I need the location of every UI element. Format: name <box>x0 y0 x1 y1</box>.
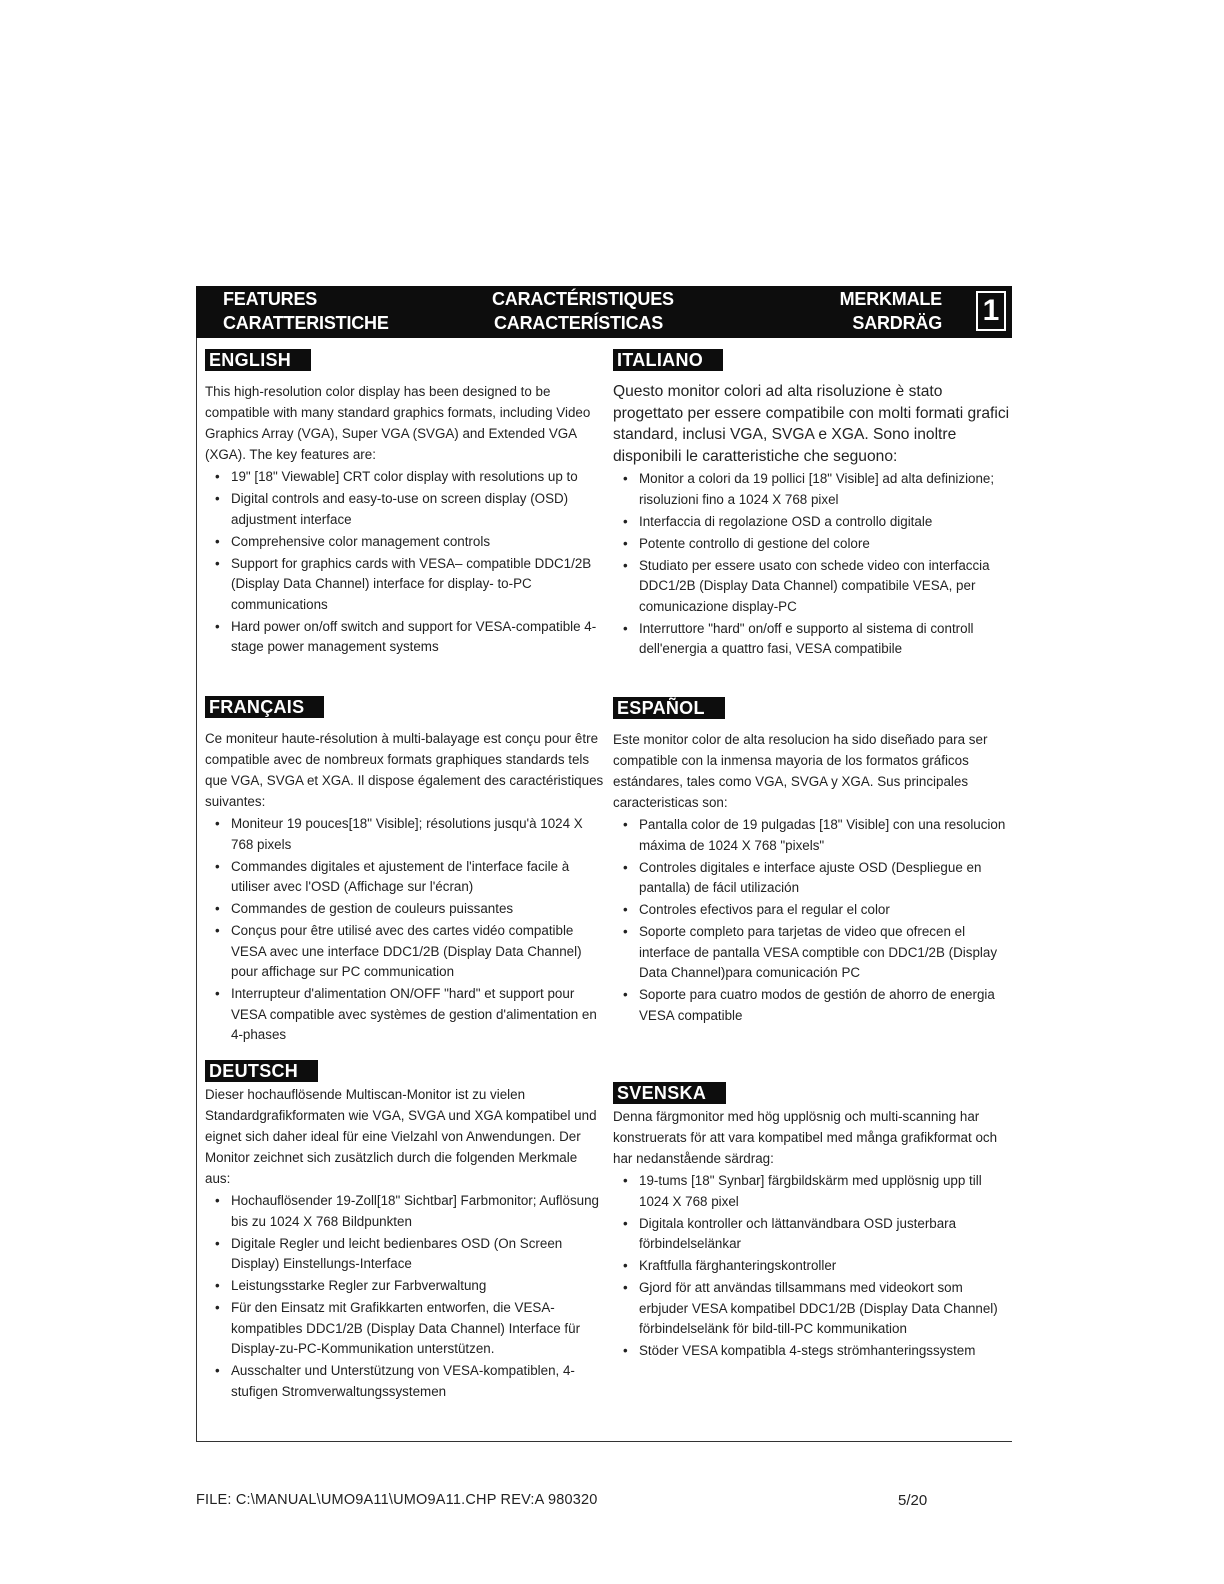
svenska-bullet-3: • Kraftfulla färghanteringskontroller <box>639 1256 1011 1277</box>
francais-intro: Ce moniteur haute-résolution à multi-balayage est conçu pour être compatible avec de nombreux formats graphiques standards tels que VGA, SVGA et XGA. Il dispose également des caractéristiques suivantes: <box>205 731 604 809</box>
header-caracteristiques: CARACTÉRISTIQUES <box>492 289 674 309</box>
francais-bullet-1: • Moniteur 19 pouces[18" Visible]; résolutions jusqu'à 1024 X 768 pixels <box>231 814 605 855</box>
footer-file-path: FILE: C:\MANUAL\UMO9A11\UMO9A11.CHP REV:A 980320 <box>196 1492 598 1508</box>
svenska-bullet-1: • 19-tums [18" Synbar] färgbildskärm med upplösnig upp till 1024 X 768 pixel <box>639 1171 1011 1212</box>
header-merkmale: MERKMALE <box>839 289 942 309</box>
deutsch-bullet-4: • Für den Einsatz mit Grafikkarten entworfen, die VESA-kompatibles DDC1/2B (Display Data Channel) Interface für Display-zu-PC-Kommunikation unterstützen. <box>231 1298 605 1360</box>
italiano-bullet-4: • Studiato per essere usato con schede video con interfaccia DDC1/2B (Display Data Channel) compatibile VESA, per comunicazione display-PC <box>639 556 1011 618</box>
svenska-section <box>613 1082 1011 1363</box>
italiano-bullet-2: • Interfaccia di regolazione OSD a controllo digitale <box>639 512 1011 533</box>
section-number-badge: 1 <box>976 291 1006 331</box>
francais-section <box>205 696 605 1047</box>
italiano-bullet-5: • Interruttore "hard" on/off e supporto al sistema di controll dell'energia a quattro fasi, VESA compatibile <box>639 619 1011 660</box>
deutsch-bullet-1: • Hochauflösender 19-Zoll[18" Sichtbar] Farbmonitor; Auflösung bis zu 1024 X 768 Bildpunkten <box>231 1191 605 1232</box>
italiano-intro: Questo monitor colori ad alta risoluzione è stato progettato per essere compatibile con molti formati grafici standard, inclusi VGA, SVGA e XGA. Sono inoltre disponibili le caratteristiche che seguono: <box>613 383 1010 465</box>
header-features: FEATURES <box>223 289 318 309</box>
english-bullet-2: • Digital controls and easy-to-use on screen display (OSD) adjustment interface <box>231 489 605 530</box>
francais-bullet-5: • Interrupteur d'alimentation ON/OFF "hard" et support pour VESA compatible avec systèmes de gestion d'alimentation en 4-phases <box>231 984 605 1046</box>
espanol-section <box>613 697 1011 1028</box>
deutsch-tag: DEUTSCH <box>205 1060 318 1082</box>
svenska-feature-list <box>613 1171 1011 1362</box>
italiano-feature-list <box>613 469 1011 660</box>
page-number: 5/20 <box>898 1492 928 1509</box>
espanol-bullet-2: • Controles digitales e interface ajuste OSD (Despliegue en pantalla) de fácil utilización <box>639 858 1011 899</box>
espanol-bullet-5: • Soporte para cuatro modos de gestión de ahorro de energia VESA compatible <box>639 985 1011 1026</box>
francais-bullet-4: • Conçus pour être utilisé avec des cartes vidéo compatible VESA avec une interface DDC1/2B (Display Data Channel) pour affichage sur PC communication <box>231 921 605 983</box>
francais-feature-list <box>205 814 605 1046</box>
svenska-tag: SVENSKA <box>613 1082 726 1104</box>
section-header-bar <box>196 286 1012 338</box>
deutsch-section <box>205 1060 605 1404</box>
espanol-bullet-1: • Pantalla color de 19 pulgadas [18" Visible] con una resolucion máxima de 1024 X 768 "pixels" <box>639 815 1011 856</box>
english-feature-list <box>205 467 605 658</box>
english-intro: This high-resolution color display has been designed to be compatible with many standard graphics formats, including Video Graphics Array (VGA), Super VGA (SVGA) and Extended VGA (XGA). The key features are: <box>205 384 591 462</box>
english-section <box>205 349 605 659</box>
espanol-feature-list <box>613 815 1011 1026</box>
header-caracteristicas: CARACTERÍSTICAS <box>494 313 664 333</box>
english-bullet-3: • Comprehensive color management controls <box>231 532 605 553</box>
deutsch-feature-list <box>205 1191 605 1402</box>
italiano-tag: ITALIANO <box>613 349 723 371</box>
english-tag: ENGLISH <box>205 349 311 371</box>
espanol-bullet-4: • Soporte completo para tarjetas de video que ofrecen el interface de pantalla VESA comptible con DDC1/2B (Display Data Channel)para comunicación PC <box>639 922 1011 984</box>
francais-bullet-2: • Commandes digitales et ajustement de l'interface facile à utiliser avec l'OSD (Affichage sur l'écran) <box>231 857 605 898</box>
espanol-bullet-3: • Controles efectivos para el regular el color <box>639 900 1011 921</box>
italiano-bullet-3: • Potente controllo di gestione del colore <box>639 534 1011 555</box>
italiano-section <box>613 349 1011 661</box>
italiano-bullet-1: • Monitor a colori da 19 pollici [18" Visible] ad alta definizione; risoluzioni fino a 1024 X 768 pixel <box>639 469 1011 510</box>
english-bullet-1: • 19" [18" Viewable] CRT color display with resolutions up to <box>231 467 605 488</box>
svenska-intro: Denna färgmonitor med hög upplösnig och multi-scanning har konstruerats för att vara kompatibel med många grafikformat och har nedanstående särdrag: <box>613 1109 998 1166</box>
svenska-bullet-2: • Digitala kontroller och lättanvändbara OSD justerbara förbindelselänkar <box>639 1214 1011 1255</box>
deutsch-bullet-3: • Leistungsstarke Regler zur Farbverwaltung <box>231 1276 605 1297</box>
deutsch-intro: Dieser hochauflösende Multiscan-Monitor ist zu vielen Standardgrafikformaten wie VGA, SVGA und XGA kompatibel und eignet sich daher ideal für eine Vielzahl von Anwendungen. Der Monitor zeichnet sich zusätzlich durch die folgenden Merkmale aus: <box>205 1087 597 1186</box>
header-caratteristiche: CARATTERISTICHE <box>223 313 389 333</box>
francais-bullet-3: • Commandes de gestion de couleurs puissantes <box>231 899 605 920</box>
espanol-intro: Este monitor color de alta resolucion ha sido diseñado para ser compatible con la inmensa mayoria de los formatos gráficos estándares, tales como VGA, SVGA y XGA. Sus principales caracteristicas son: <box>613 732 988 810</box>
svenska-bullet-5: • Stöder VESA kompatibla 4-stegs strömhanteringssystem <box>639 1341 1011 1362</box>
deutsch-bullet-5: • Ausschalter und Unterstützung von VESA-kompatiblen, 4-stufigen Stromverwaltungssystemen <box>231 1361 605 1402</box>
deutsch-bullet-2: • Digitale Regler und leicht bedienbares OSD (On Screen Display) Einstellungs-Interface <box>231 1234 605 1275</box>
francais-tag: FRANÇAIS <box>205 696 324 718</box>
svenska-bullet-4: • Gjord för att användas tillsammans med videokort som erbjuder VESA kompatibel DDC1/2B (Display Data Channel) förbindelselänk för bild-till-PC kommunikation <box>639 1278 1011 1340</box>
english-bullet-4: • Support for graphics cards with VESA– compatible DDC1/2B (Display Data Channel) interface for display- to-PC communications <box>231 554 605 616</box>
english-bullet-5: • Hard power on/off switch and support for VESA-compatible 4-stage power management systems <box>231 617 605 658</box>
espanol-tag: ESPAÑOL <box>613 697 725 719</box>
header-sardrag: SARDRÄG <box>852 313 942 333</box>
